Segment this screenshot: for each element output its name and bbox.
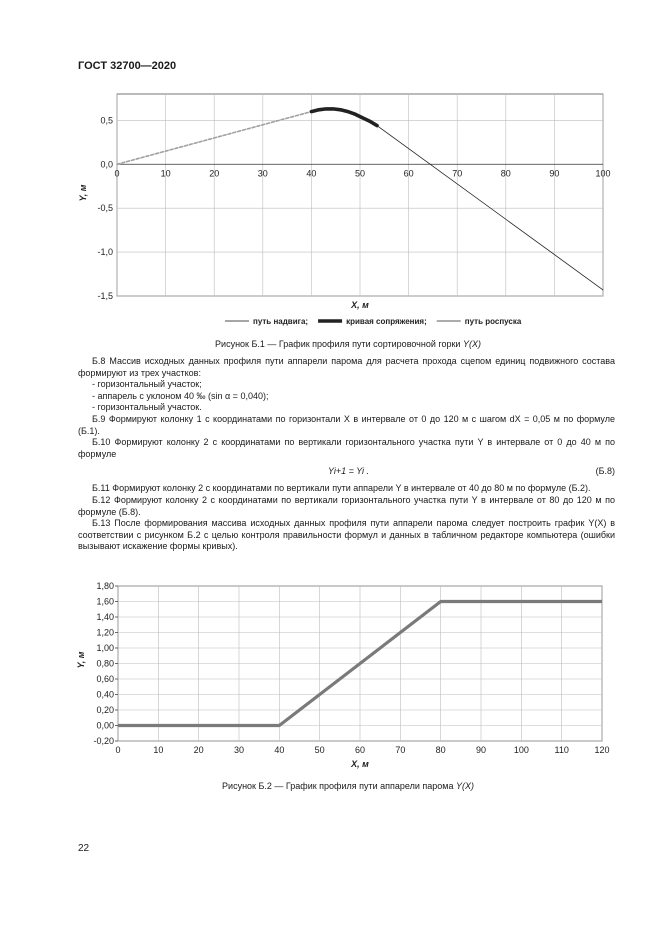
paragraph-b9: Б.9 Формируют колонку 1 с координатами по горизонтали X в интервале от 0 до 120 м с шагом dX = 0,05 м по формуле (Б.1).	[78, 413, 615, 436]
y-tick-label: 0,60	[96, 674, 114, 684]
x-tick-label: 70	[395, 745, 406, 755]
series-line	[311, 109, 377, 126]
paragraph-b12: Б.12 Формируют колонку 2 с координатами по вертикали горизонтального участка пути Y в интервале от 80 до 120 м по формуле (Б.8).	[78, 494, 615, 517]
y-tick-label: 1,40	[96, 612, 114, 622]
chart-sorting-hump-profile	[70, 88, 620, 333]
x-tick-label: 70	[452, 168, 463, 179]
caption-b1-math: Y(X)	[462, 339, 481, 349]
paragraph-b10: Б.10 Формируют колонку 2 с координатами по вертикали горизонтального участка пути Y в интервале от 0 до 40 м по формуле	[78, 437, 615, 459]
x-tick-label: 120	[594, 745, 610, 755]
series-line	[377, 126, 603, 290]
list-item: - горизонтальный участок;	[92, 379, 202, 390]
x-tick-label: 110	[554, 745, 569, 755]
y-tick-label: 0,5	[100, 115, 113, 126]
legend-label: путь роспуска	[464, 317, 522, 326]
legend-label: кривая сопряжения;	[346, 317, 427, 326]
x-tick-label: 0	[115, 745, 121, 755]
x-tick-label: 10	[153, 745, 164, 755]
x-tick-label: 80	[500, 168, 511, 179]
x-tick-label: 30	[257, 168, 268, 179]
formula-b8: Yi+1 = Yi .	[328, 466, 370, 477]
x-tick-label: 100	[513, 745, 529, 755]
y-tick-label: 1,20	[96, 627, 114, 638]
x-tick-label: 20	[193, 745, 204, 755]
caption-b2-math: Y(X)	[455, 781, 474, 791]
x-tick-label: 100	[595, 168, 611, 179]
x-tick-label: 90	[549, 168, 560, 179]
paragraph-b8: Б.8 Массив исходных данных профиля пути аппарели парома для расчета прохода сцепом единиц подвижного состава формируют из трех участков:	[78, 356, 615, 378]
x-tick-label: 60	[354, 745, 366, 755]
x-tick-label: 60	[403, 168, 414, 179]
x-tick-label: 40	[306, 168, 317, 179]
y-tick-label: -1,5	[97, 291, 113, 301]
x-tick-label: 50	[354, 168, 366, 179]
y-tick-label: -1,0	[97, 247, 113, 258]
y-axis-label: Y, м	[76, 651, 86, 669]
y-tick-label: 1,00	[96, 643, 114, 653]
y-axis-label: Y, м	[78, 184, 88, 202]
y-tick-label: 1,60	[96, 596, 114, 607]
x-tick-label: 10	[160, 168, 171, 179]
y-tick-label: -0,5	[97, 203, 113, 214]
x-tick-label: 80	[435, 745, 446, 755]
y-tick-label: 0,20	[96, 705, 114, 715]
y-tick-label: 0,80	[96, 658, 114, 669]
figure-caption-b2	[78, 781, 618, 791]
x-tick-label: 20	[209, 168, 220, 179]
paragraph-b11: Б.11 Формируют колонку 2 с координатами по вертикали пути аппарели Y в интервале от 40 до 80 м по формуле (Б.2).	[92, 483, 591, 494]
caption-b2-text: Рисунок Б.2 — График профиля пути аппарели парома	[222, 781, 456, 791]
y-tick-label: 0,0	[100, 159, 113, 170]
x-tick-label: 90	[475, 745, 487, 755]
y-tick-label: 1,80	[96, 581, 114, 591]
figure-caption-b1	[78, 339, 618, 349]
x-tick-label: 30	[233, 745, 245, 755]
paragraph-b13: Б.13 После формирования массива исходных данных профиля пути аппарели парома следует построить график Y(X) в соответствии с рисунком Б.2 с целью контроля правильности формул и данных в табличном редакторе компьютера (ошибки вызывают искажение формы кривых).	[78, 518, 615, 552]
list-item: - аппарель с уклоном 40 ‰ (sin α = 0,040);	[92, 390, 269, 401]
body-text	[78, 356, 615, 553]
x-tick-label: 50	[314, 745, 325, 755]
y-tick-label: 0,40	[96, 689, 114, 700]
x-axis-label: X, м	[351, 300, 369, 310]
y-tick-label: -0,20	[93, 736, 114, 746]
x-axis-label: X, м	[351, 759, 369, 769]
formula-row	[78, 464, 615, 479]
legend-label: путь надвига;	[253, 317, 309, 326]
formula-number: (Б.8)	[595, 466, 615, 477]
list-item: - горизонтальный участок.	[92, 402, 202, 413]
x-tick-label: 0	[114, 168, 120, 179]
chart-ferry-ramp-profile	[78, 580, 618, 775]
y-tick-label: 0,00	[96, 720, 114, 731]
caption-b1-text: Рисунок Б.1 — График профиля пути сортировочной горки	[215, 339, 463, 349]
page-number: 22	[78, 843, 90, 854]
x-tick-label: 40	[274, 745, 285, 755]
document-header: ГОСТ 32700—2020	[78, 60, 177, 72]
